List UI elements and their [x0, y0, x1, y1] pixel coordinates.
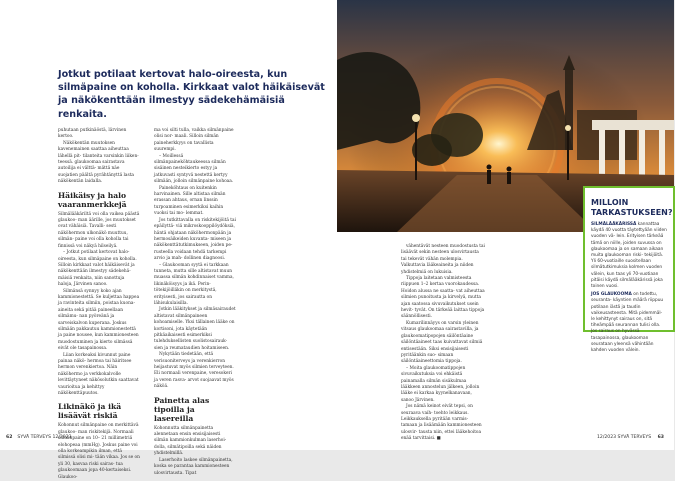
info-box-title: MILLOIN TARKASTUKSEEN?	[591, 198, 673, 217]
paragraph: Kumarilinnäyys on varsin yleinen vitsaus glaukoomaa sairastavilla, ja glaukoomatipopojen säilöntäaine säilöntäaineet taas kuivattavat silmiä entisestään. Siksi ensisijaisesti pyritäänkin suo- simaan säilöntäaineettomia tippoja.	[401, 320, 483, 365]
paragraph: Jos tutkittavalla on riskitekijöitä tai epäilyttä- viä mikroskooppilöydöksiä, häntä ohjataan näköhermonpään ja hermosäikeiden kuvanta- miseen ja näkökenttätutkimukseen, joiden pe- rusteella voidaan tehdä tarkempi arvio ja mah- dollinen diagnoosi.	[154, 217, 236, 262]
lead-paragraph: Jotkut potilaat kertovat halo-oireesta, kun silmäpaine on koholla. Kirkkaat valot häikäisevät ja näkökenttään ilmestyy sädekehämäisiä renkaita.	[58, 69, 325, 120]
paragraph: Silmänsä synnyy koko ajan kammionestettä. Se kuljettaa happea ja ravinteita silmiin, poistaa kuona-aineita sekä pitää paineellaan silmämu- nan pyöreänä ja sarveiskalvon kuperana. Joskus silmään pakkautuu kammionestettä ja paine nousee, kun kammionesteen muodostuminen ja kierto silmässä eivät ole tasapainossa.	[58, 288, 140, 352]
paragraph: Jotkin lääkitykset ja silmäsairaudet altistavat silmänpaineen kohoamiselle. Yksi tällainen lääke on kortisoni, jota käytetään pitkäaikaisesti esimerkiksi tulehduksellisten suolistosairauk- sien ja reumataudien hoitamiseen.	[154, 307, 236, 351]
info-box-lead: SILMÄLÄÄKÄRISSÄ	[591, 222, 637, 227]
subheading-treatment: Painetta alas tipoilla ja lasereilla	[154, 395, 210, 423]
paragraph: – Jotkut potilaat kertovat halo-oireesta, kun silmäpaine on koholla. Silloin kirkkaat valot häikäisevät ja näkökenttään ilmestyy sädekehä- mäisiä renkaita, niin sanottuja haloja, Järvinen sanoo.	[58, 250, 137, 288]
paragraph: – Glaukooman syytä ei tarkkaan tunneta, mutta sille altistavat muun muassa silmän kohdinnaiset vamma, likinäköisyys ja ikä. Perin- tötekijöilläkin on merkitystä, erityisesti, jos sairautta on lähisukulaisilla.	[154, 262, 234, 306]
folio-right	[597, 435, 664, 440]
magazine-name: 12/2023 SYVÄ TERVEYS	[596, 435, 652, 440]
paragraph: Silmälääkäriltä voi olla vaikea päästä glaukoo- man äärille, jos muutokset ovat vähäisiä. Tavalli- sesti näköhermon ulkonäkö muuttuu, silmän- paine voi olla koholla tai finnissä voi näkyä hilseilyä.	[58, 211, 140, 249]
paragraph: Paineköhtaus on kuitenkin harvinainen. Sille altistaa silmän erassan ahtaus, ornan linssin turpoaminen esimerkiksi kaihin vuoksi tai mo- lemmat.	[154, 185, 226, 217]
paragraph: – Moita glaukoomatippojen sivuvaikutuksia voi ehkäistä painamalla silmän sisäkulmaa lääkkeen annostelun jälkeen, jolloin lääke ei karkaa kyynelkanavaan, sanoo Järvinen.	[401, 365, 480, 403]
paragraph: puhutaan putkinäöstä, lärvinen kertoo.	[58, 128, 127, 140]
paragraph: Näkökentän muutoksen kavenemainen saattaa aiheuttaa lähellä pit- tilanteita varsinkin liiken- teessä. glaukoomaa sairastava autoilija ei välttä- mättä näe suojatien päältä pyrähtänyttä lasta näkökentän laidalla.	[58, 140, 139, 185]
left-column-2	[154, 128, 236, 477]
subheading-glare: Häikäisy ja halo vaaranmerkkejä	[58, 190, 127, 209]
left-column-1	[58, 128, 140, 481]
info-box-paragraph	[591, 222, 667, 290]
paragraph: – Moillessä silmänpaineköhtaukeessa silmän sisäinen nesteikierto estyy ja jatkuvasti syntyvä nestettä kertyy silmään, jolloin silmänpaine kohoaa.	[154, 153, 234, 185]
paragraph: Nykytään tiedetään, että verisuoniterveys ja verenkierron heijastuvat myös silmien terveyteen. Eli normaali verenpaine, veresokeri ja veren rasva- arvot suojaavat myös näköä.	[154, 352, 234, 390]
paragraph: Jos nämä keinot eivät tepsi, on seuraava vaih- toehto leikkaus. Leikkauksella pyritään varmis- tamaan ja lisäämään kammionesteen ulosvir- tausta niin, ettei lääkehoitoa enää tarvittaisi. ■	[401, 404, 482, 442]
paragraph: vähentävät nesteen muodostusta tai lisäävät sekin nesteen ulosvirtausta tai tekevät vähän molempia. Valkuttavia lääkeaineita ja niiden yhdistelmiä on lukuisia.	[401, 244, 485, 275]
subheading-myopia: Likinäkö ja ikä lisäävät riskiä	[58, 402, 122, 421]
info-box	[583, 186, 675, 354]
folio-left	[6, 435, 72, 440]
info-box-text: kannattaa käydä 40 vuotta täytettyään viiden vuoden vä- lein. Erityisen tärkeää tämä on niille, joiden suvussa on glaukoomaa ja on samaan aikaan muita glaukooman riski- tekijöitä. Yli 60-vuotiaille suositellaan silmätutkimuksia kolmen vuoden välein, kun taas yli 70-vuotiaan pitäisi käydä silmälääkärissä joka toinen vuosi.	[591, 222, 667, 290]
paragraph: Kohonnut silmänpaine on merkittävä glaukoo- man riskitekijä. Normaali silmänpaine on 10– 21 millimetriä elohopeaa (mmHg). Joskus paine voi olla korkeampikin ilman, että silmissä olisi mi- tään vikaa. Jos se on yli 30, kasvaa riski sairas- tua glaukoomaan jopa 40-kertaiseksi. Glaukoo-	[58, 423, 140, 480]
paragraph: Tippoja laitetaan valmisteesta riippuen 1–2 kertaa vuorokaudessa. Hoidon alussa ne saatta- vat aiheuttaa silmien punoitusta ja kirvelyä, mutta ajan saatossa sivuvaikutukset usein hevit- tyvät. On tärkeää laittaa tippoja säännöllisesti.	[401, 276, 485, 320]
right-column-1	[401, 244, 485, 443]
info-box-paragraph	[591, 292, 667, 354]
right-page	[337, 0, 674, 450]
paragraph: ma voi silti tulla, vaikka silmänpaine olisi nor- maali. Silloin silmän paineherkkyys on tavallista suurempi.	[154, 128, 234, 153]
page-number: 63	[657, 435, 664, 440]
info-box-text: on todettu, seuranta- käyntien määrä riippuu potilaan iästä ja taudin vaikeusasteesta. Mitä pidemmäl- le kehittynyt sairaus on, sitä tiheämpää seurannan tulisi olla. Jos sairaus on hyvässä tasapainossa, glaukooman seurataan yleensä vähintään kahden vuoden välein.	[591, 292, 664, 354]
paragraph: Laserhoito laskee silmänpainetta, koska se parantaa kammionesteen ulosvirtausta. Tipat	[154, 457, 233, 476]
magazine-name: SYVÄ TERVEYS 12/2023	[17, 435, 72, 440]
page-number: 62	[6, 435, 13, 440]
paragraph: Kohonnutta silmänpainetta alennetaan ensin ensisijaisesti silmän kammionkulman laserhoi- dolla, silmätipoilla sekä näiden yhdistelmillä.	[154, 425, 227, 457]
info-box-lead: JOS GLAUKOOMA	[591, 292, 632, 298]
left-page	[0, 0, 337, 480]
paragraph: Liian korkeaksi kivunnut paine painaa näkö- hermoa tai häiritsee hermon verenkiertoa. Näin näköhermo ja verkkokalvolle levittäytyneet näkösolutkin saattavat vaurioitua ja kehittyy näkökenttäpuutos.	[58, 352, 139, 397]
